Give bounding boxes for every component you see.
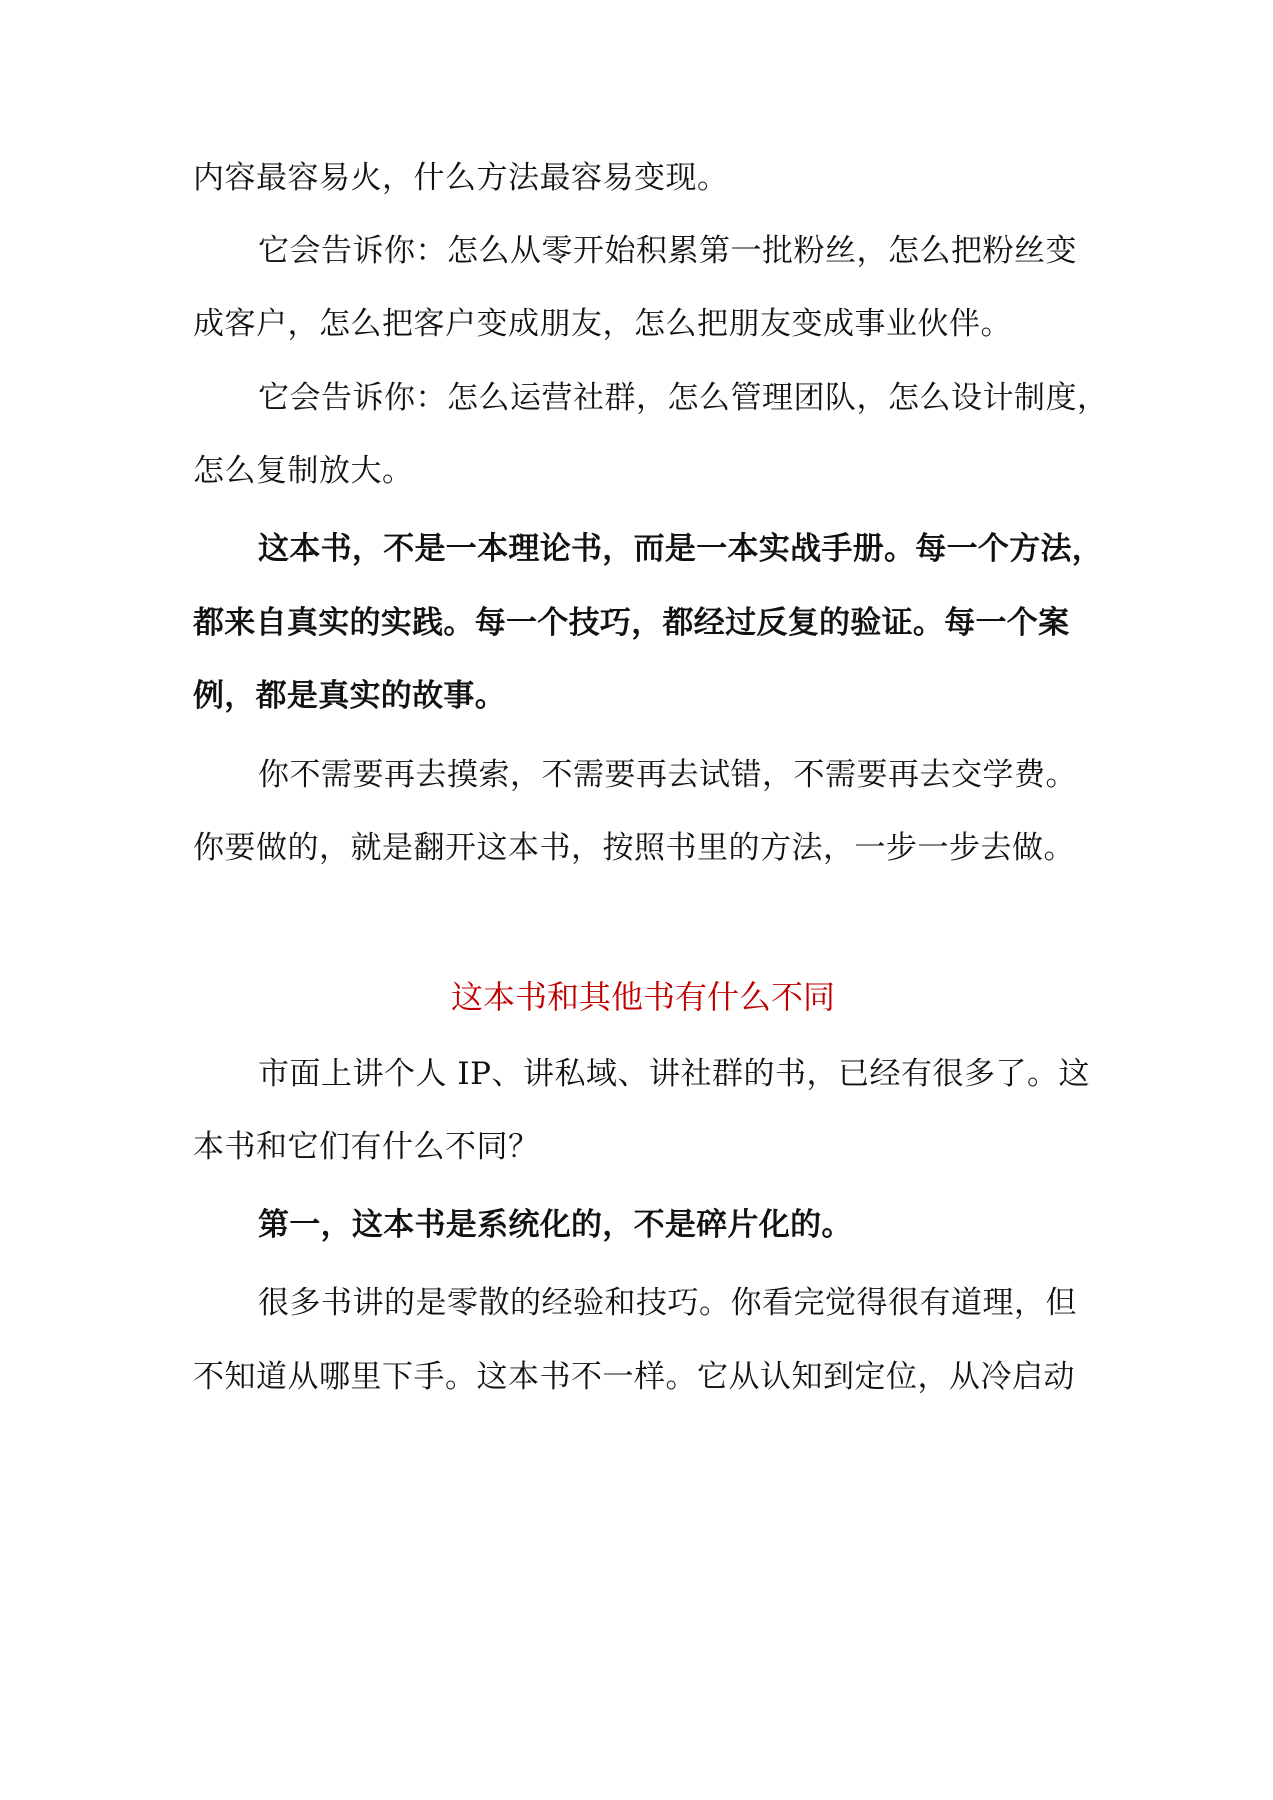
- paragraph-line: 它会告诉你：怎么运营社群，怎么管理团队，怎么设计制度，: [258, 380, 1109, 416]
- bold-paragraph-line: 都来自真实的实践。每一个技巧，都经过反复的验证。每一个案: [193, 605, 1070, 641]
- bold-paragraph-line: 例，都是真实的故事。: [193, 678, 506, 714]
- section-heading: 这本书和其他书有什么不同: [450, 978, 835, 1016]
- paragraph-line: 市面上讲个人 IP、讲私域、讲社群的书，已经有很多了。这: [258, 1056, 1090, 1092]
- paragraph-line: 很多书讲的是零散的经验和技巧。你看完觉得很有道理，但: [258, 1285, 1077, 1321]
- paragraph-line: 成客户，怎么把客户变成朋友，怎么把朋友变成事业伙伴。: [193, 306, 1012, 342]
- bold-paragraph-line: 这本书，不是一本理论书，而是一本实战手册。每一个方法，: [258, 531, 1104, 567]
- paragraph-line: 它会告诉你：怎么从零开始积累第一批粉丝，怎么把粉丝变: [258, 233, 1077, 269]
- paragraph-line: 你要做的，就是翻开这本书，按照书里的方法，一步一步去做。: [193, 830, 1075, 866]
- paragraph-line: 本书和它们有什么不同？: [193, 1129, 540, 1165]
- paragraph-line: 你不需要再去摸索，不需要再去试错，不需要再去交学费。: [258, 757, 1077, 793]
- paragraph-line: 怎么复制放大。: [193, 453, 414, 489]
- paragraph-line: 不知道从哪里下手。这本书不一样。它从认知到定位，从冷启动: [193, 1359, 1075, 1395]
- bold-paragraph-line: 第一，这本书是系统化的，不是碎片化的。: [258, 1207, 853, 1243]
- paragraph-line: 内容最容易火，什么方法最容易变现。: [193, 160, 729, 196]
